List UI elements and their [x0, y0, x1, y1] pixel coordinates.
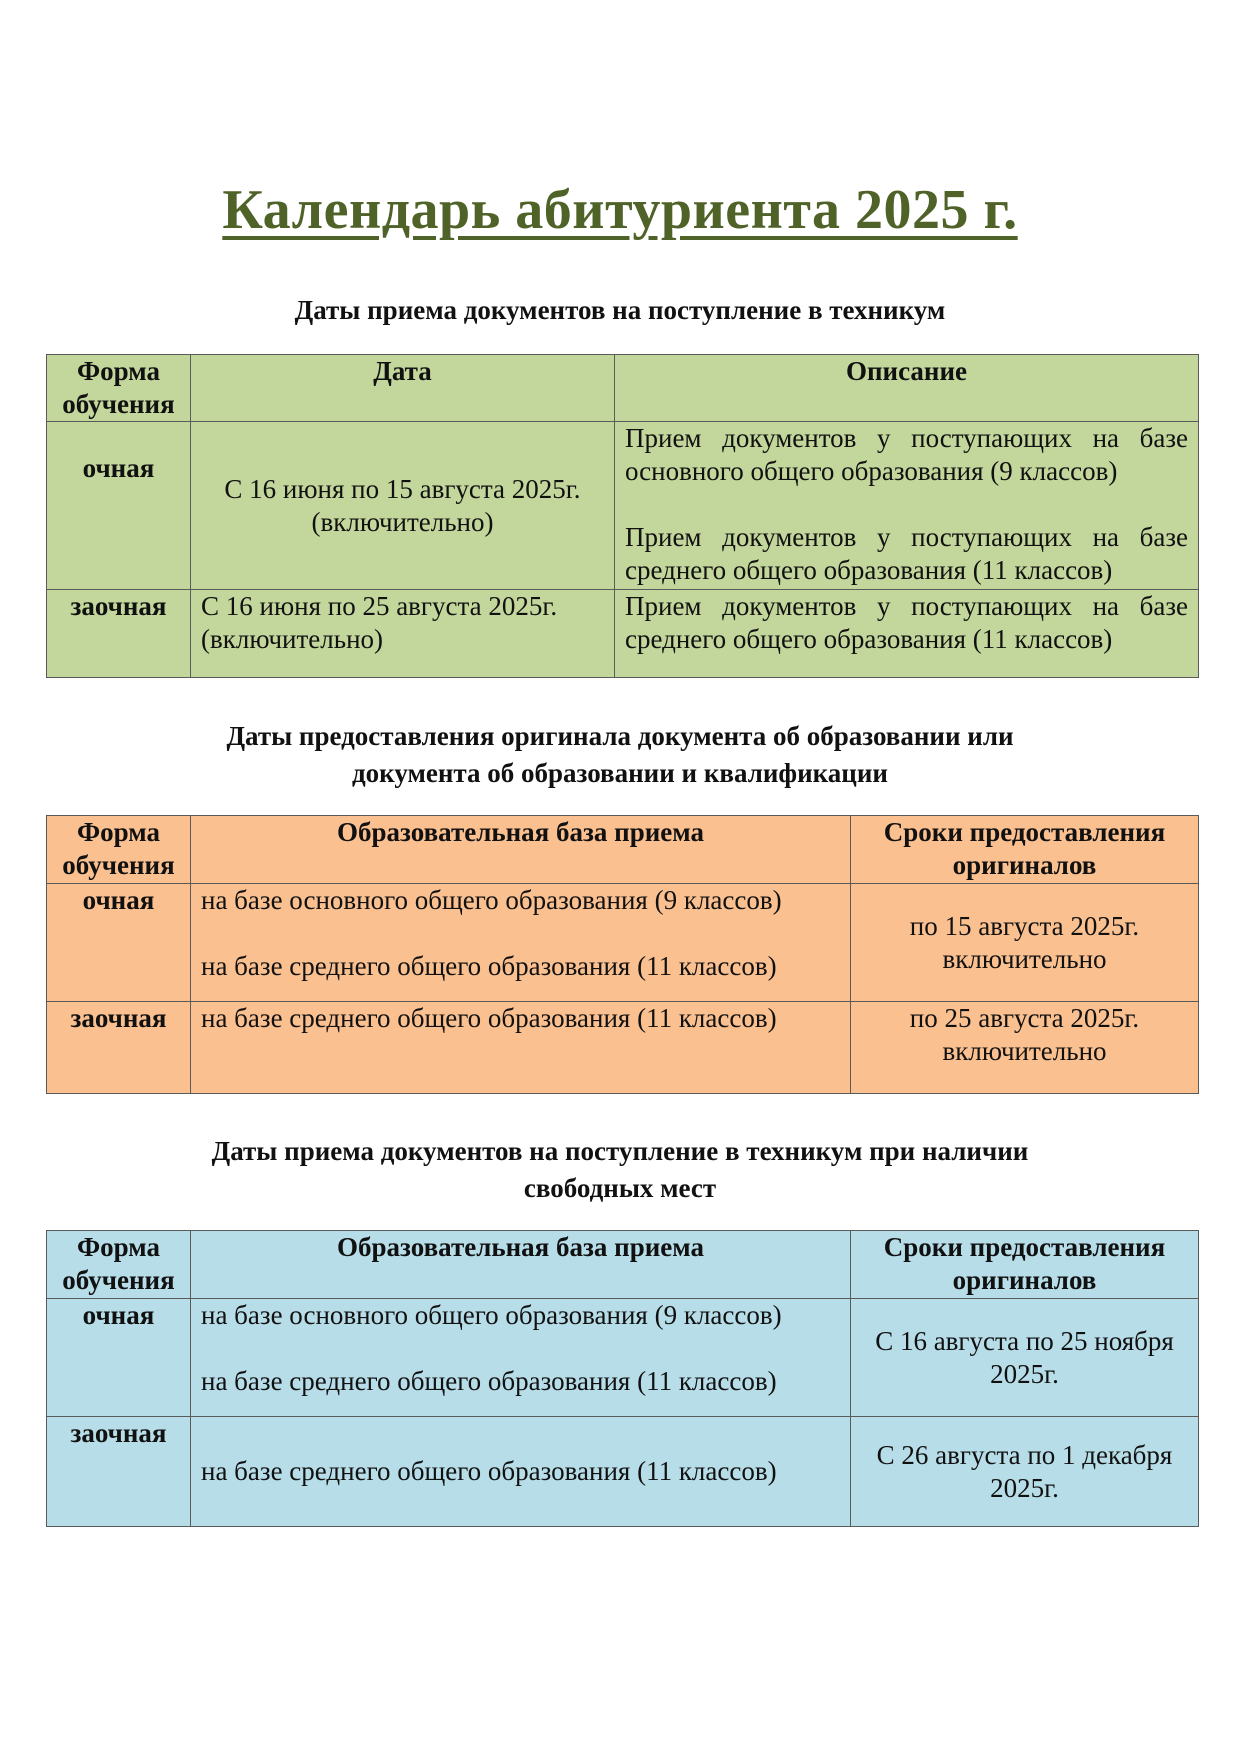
date-cell — [191, 590, 615, 678]
table-row — [47, 422, 1199, 590]
section3-title — [0, 1133, 1240, 1207]
base-cell — [191, 1299, 851, 1417]
header-base: Образовательная база приема — [191, 1231, 851, 1299]
table-header-row — [47, 1231, 1199, 1299]
term-cell — [851, 1299, 1199, 1417]
table-row — [47, 590, 1199, 678]
form-cell: заочная — [47, 1417, 191, 1527]
header-date: Дата — [191, 355, 615, 422]
originals-dates-table — [46, 815, 1199, 1094]
term-text: С 26 августа по 1 декабря 2025г. — [876, 1439, 1173, 1503]
base-text: на базе среднего общего образования (11 классов) — [201, 951, 777, 981]
form-cell: заочная — [47, 1002, 191, 1094]
term-text: С 16 августа по 25 ноября 2025г. — [875, 1325, 1174, 1389]
admission-dates-table — [46, 354, 1199, 678]
description-cell — [615, 590, 1199, 678]
term-cell — [851, 884, 1199, 1002]
term-text: по 25 августа 2025г. включительно — [909, 1003, 1140, 1066]
term-cell — [851, 1417, 1199, 1527]
header-form: Форма обучения — [47, 355, 191, 422]
base-text: на базе среднего общего образования (11 классов) — [201, 1003, 777, 1033]
table-row — [47, 884, 1199, 1002]
form-cell: очная — [47, 884, 191, 1002]
description-text: Прием документов у поступающих на базе основного общего образования (9 классов) — [625, 423, 1188, 486]
form-cell: очная — [47, 1299, 191, 1417]
base-cell — [191, 1002, 851, 1094]
term-text: по 15 августа 2025г. включительно — [909, 910, 1140, 974]
section2-title-line2: документа об образовании и квалификации — [352, 758, 888, 788]
section1-title — [0, 292, 1240, 329]
section2-title — [0, 718, 1240, 792]
date-text: С 16 июня по 15 августа 2025г. (включительно) — [224, 473, 581, 537]
section3-title-line2: свободных мест — [523, 1173, 717, 1203]
table-row — [47, 1002, 1199, 1094]
base-text: на базе среднего общего образования (11 классов) — [201, 1366, 777, 1396]
base-cell — [191, 1417, 851, 1527]
base-text: на базе среднего общего образования (11 классов) — [201, 1456, 777, 1486]
form-cell: очная — [47, 422, 191, 590]
description-text: Прием документов у поступающих на базе среднего общего образования (11 классов) — [625, 591, 1188, 654]
table-row — [47, 1299, 1199, 1417]
description-cell — [615, 422, 1199, 590]
section2-title-line1: Даты предоставления оригинала документа об образовании или — [226, 721, 1014, 751]
table-header-row — [47, 355, 1199, 422]
form-cell: заочная — [47, 590, 191, 678]
description-text: Прием документов у поступающих на базе среднего общего образования (11 классов) — [625, 522, 1188, 585]
header-description: Описание — [615, 355, 1199, 422]
date-cell — [191, 422, 615, 590]
section3-title-line1: Даты приема документов на поступление в техникум при наличии — [211, 1136, 1029, 1166]
header-base: Образовательная база приема — [191, 816, 851, 884]
base-text: на базе основного общего образования (9 классов) — [201, 1300, 782, 1330]
section1-title-text: Даты приема документов на поступление в техникум — [294, 295, 946, 325]
header-term: Сроки предоставления оригиналов — [851, 816, 1199, 884]
page-title: Календарь абитуриента 2025 г. — [222, 179, 1018, 241]
header-form: Форма обучения — [47, 816, 191, 884]
table-row — [47, 1417, 1199, 1527]
header-term: Сроки предоставления оригиналов — [851, 1231, 1199, 1299]
base-text: на базе основного общего образования (9 классов) — [201, 885, 782, 915]
base-cell — [191, 884, 851, 1002]
header-form: Форма обучения — [47, 1231, 191, 1299]
table-header-row — [47, 816, 1199, 884]
vacant-places-table — [46, 1230, 1199, 1527]
term-cell — [851, 1002, 1199, 1094]
date-text: С 16 июня по 25 августа 2025г. (включительно) — [201, 591, 558, 654]
